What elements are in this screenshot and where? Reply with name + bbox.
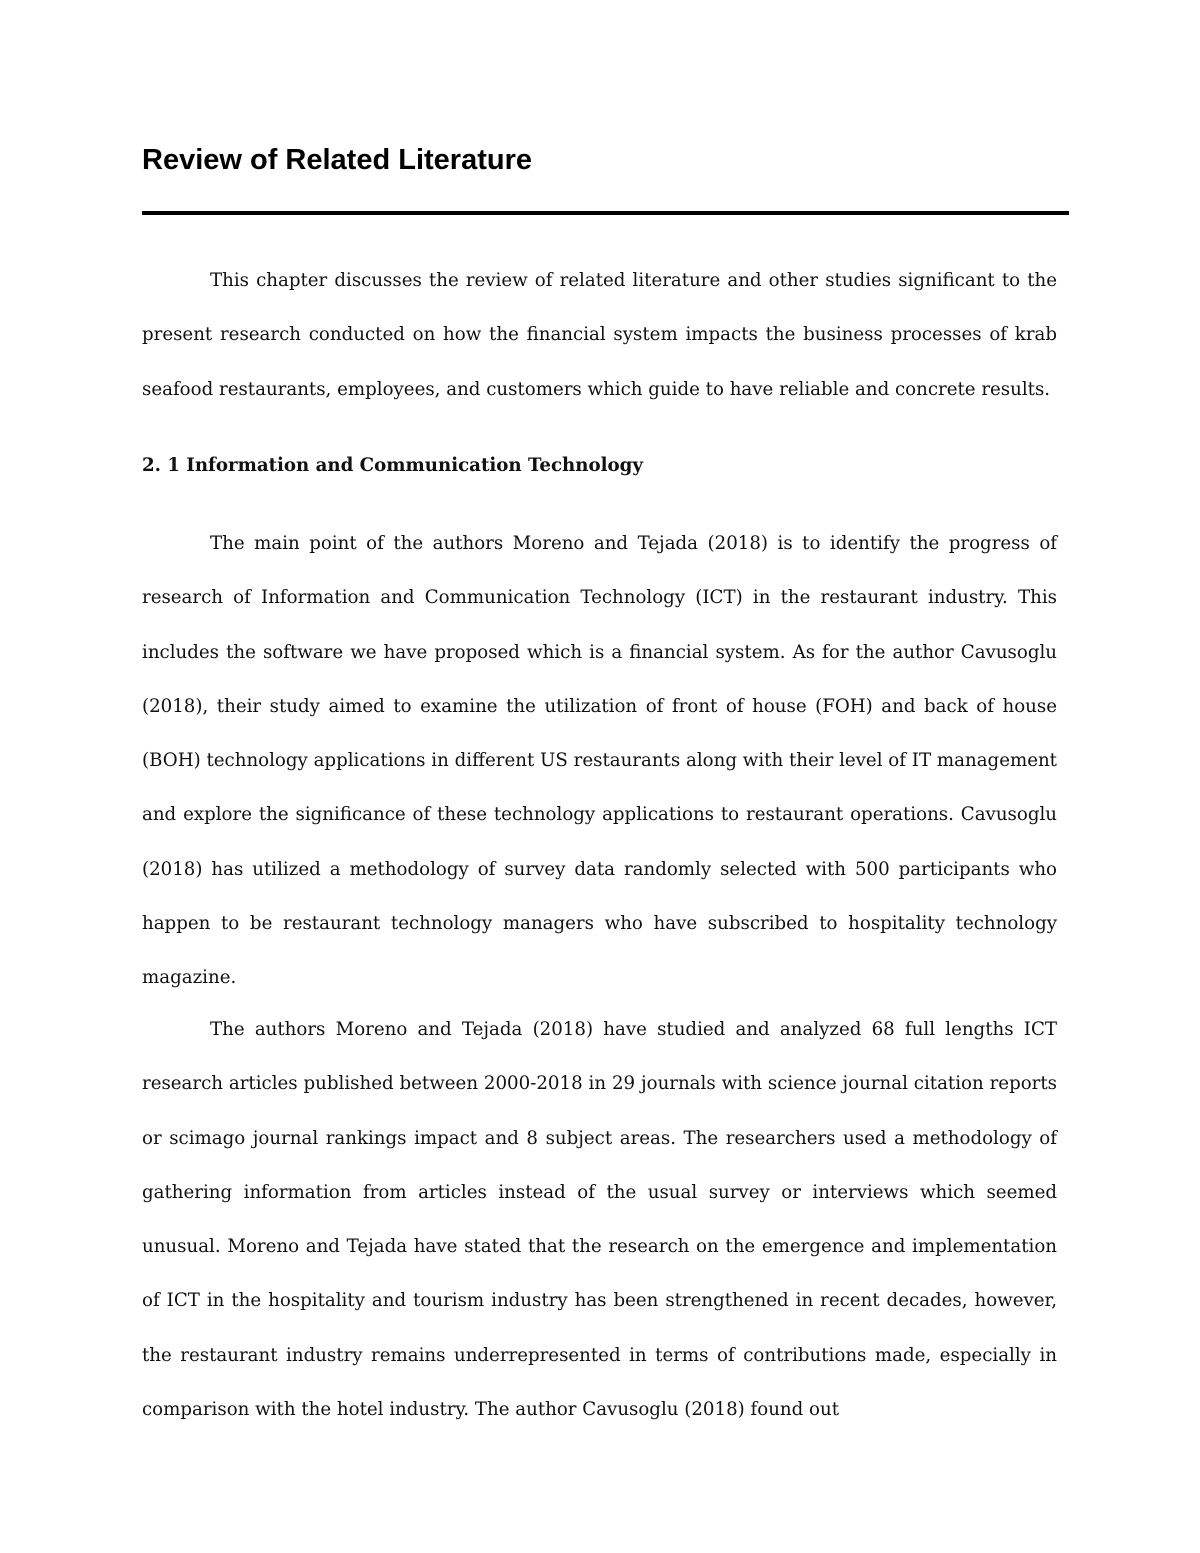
page-title: Review of Related Literature (142, 144, 532, 176)
section-heading: 2. 1 Information and Communication Technology (142, 455, 643, 476)
section-paragraph: The main point of the authors Moreno and Tejada (2018) is to identify the progress of research of Information and Communication Technology (ICT) in the restaurant industry. This includes the software we have proposed which is a financial system. As for the author Cavusoglu (2018), their study aimed to examine the utilization of front of house (FOH) and back of house (BOH) technology applications in different US restaurants along with their level of IT management and explore the significance of these technology applications to restaurant operations. Cavusoglu (2018) has utilized a methodology of survey data randomly selected with 500 participants who happen to be restaurant technology managers who have subscribed to hospitality technology magazine. (142, 533, 1057, 989)
intro-paragraph: This chapter discusses the review of related literature and other studies significant to the present research conducted on how the financial system impacts the business processes of krab seafood restaurants, employees, and customers which guide to have reliable and concrete results. (142, 270, 1057, 400)
section-paragraph: The authors Moreno and Tejada (2018) have studied and analyzed 68 full lengths ICT research articles published between 2000-2018 in 29 journals with science journal citation reports or scimago journal rankings impact and 8 subject areas. The researchers used a methodology of gathering information from articles instead of the usual survey or interviews which seemed unusual. Moreno and Tejada have stated that the research on the emergence and implementation of ICT in the hospitality and tourism industry has been strengthened in recent decades, however, the restaurant industry remains underrepresented in terms of contributions made, especially in comparison with the hotel industry. The author Cavusoglu (2018) found out (142, 1019, 1057, 1421)
title-divider (142, 211, 1069, 215)
